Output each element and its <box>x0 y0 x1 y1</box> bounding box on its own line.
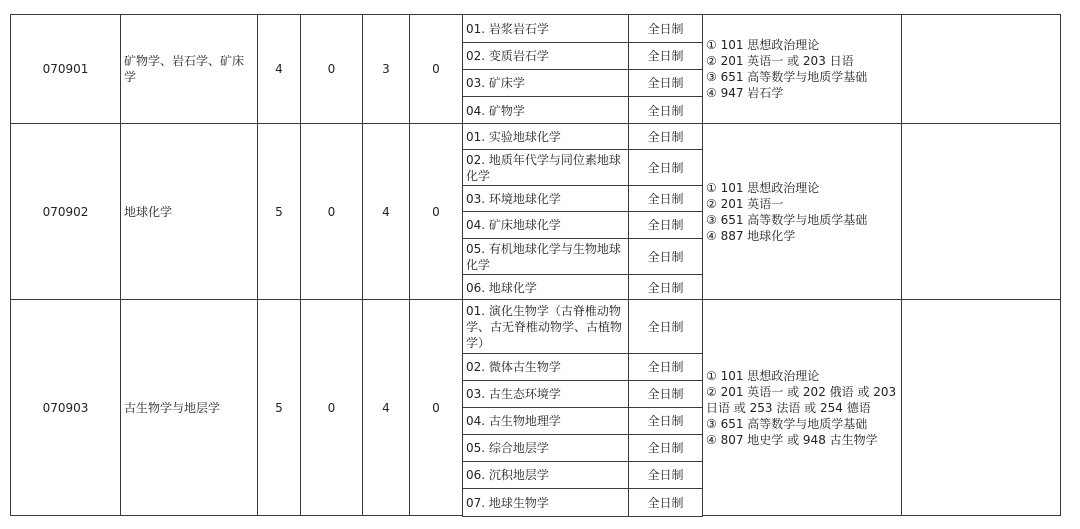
exam-subject-line: ③ 651 高等数学与地质学基础 <box>706 212 868 227</box>
count-2: 0 <box>300 299 363 516</box>
direction-name: 01. 演化生物学（古脊椎动物学、古无脊椎动物学、古植物学） <box>462 299 629 354</box>
exam-subject-line: ④ 887 地球化学 <box>706 228 796 243</box>
exam-subject-line: ② 201 英语一 <box>706 196 784 211</box>
exam-subject-line: ① 101 思想政治理论 <box>706 38 820 52</box>
study-mode: 全日制 <box>628 407 703 435</box>
exam-subject-line: ① 101 思想政治理论 <box>706 368 820 383</box>
study-mode: 全日制 <box>628 14 703 43</box>
count-1: 4 <box>257 14 301 124</box>
exam-subject-line: ① 101 思想政治理论 <box>706 180 820 195</box>
study-mode: 全日制 <box>628 211 703 239</box>
direction-name: 05. 综合地层学 <box>462 434 629 462</box>
direction-name: 05. 有机地球化学与生物地球化学 <box>462 238 629 275</box>
study-mode: 全日制 <box>628 96 703 125</box>
notes-cell <box>901 123 1061 300</box>
exam-subject-line: ③ 651 高等数学与地质学基础 <box>706 70 868 84</box>
direction-name: 06. 沉积地层学 <box>462 461 629 489</box>
study-mode: 全日制 <box>628 149 703 186</box>
study-mode: 全日制 <box>628 299 703 354</box>
count-1: 5 <box>257 299 301 516</box>
study-mode: 全日制 <box>628 434 703 462</box>
exam-subject-line: ② 201 英语一 或 202 俄语 或 203 日语 或 253 法语 或 254 德语 <box>706 384 897 415</box>
program-name: 地球化学 <box>120 123 258 300</box>
exam-subject-line: ④ 947 岩石学 <box>706 86 784 100</box>
program-code: 070903 <box>10 299 121 516</box>
direction-name: 01. 岩浆岩石学 <box>462 14 629 43</box>
exam-subject-line: ④ 807 地史学 或 948 古生物学 <box>706 432 878 447</box>
study-mode: 全日制 <box>628 380 703 408</box>
study-mode: 全日制 <box>628 185 703 212</box>
direction-name: 03. 古生态环境学 <box>462 380 629 408</box>
direction-name: 06. 地球化学 <box>462 274 629 302</box>
count-4: 0 <box>409 299 463 516</box>
count-1: 5 <box>257 123 301 300</box>
direction-name: 03. 环境地球化学 <box>462 185 629 212</box>
program-name: 矿物学、岩石学、矿床学 <box>120 14 258 124</box>
study-mode: 全日制 <box>628 461 703 489</box>
study-mode: 全日制 <box>628 274 703 302</box>
study-mode: 全日制 <box>628 69 703 97</box>
count-4: 0 <box>409 14 463 124</box>
count-4: 0 <box>409 123 463 300</box>
count-3: 3 <box>362 14 410 124</box>
program-code: 070901 <box>10 14 121 124</box>
direction-name: 04. 古生物地理学 <box>462 407 629 435</box>
exam-subject-line: ② 201 英语一 或 203 日语 <box>706 54 854 68</box>
count-3: 4 <box>362 123 410 300</box>
count-3: 4 <box>362 299 410 516</box>
notes-cell <box>901 14 1061 124</box>
exam-subjects <box>702 299 902 516</box>
study-mode: 全日制 <box>628 42 703 70</box>
count-2: 0 <box>300 14 363 124</box>
direction-name: 04. 矿物学 <box>462 96 629 125</box>
direction-name: 03. 矿床学 <box>462 69 629 97</box>
study-mode: 全日制 <box>628 238 703 275</box>
study-mode: 全日制 <box>628 123 703 150</box>
exam-subjects <box>702 123 902 300</box>
notes-cell <box>901 299 1061 516</box>
count-2: 0 <box>300 123 363 300</box>
exam-subjects <box>702 14 902 124</box>
program-name: 古生物学与地层学 <box>120 299 258 516</box>
direction-name: 01. 实验地球化学 <box>462 123 629 150</box>
exam-subject-line: ③ 651 高等数学与地质学基础 <box>706 416 868 431</box>
direction-name: 02. 地质年代学与同位素地球化学 <box>462 149 629 186</box>
direction-name: 04. 矿床地球化学 <box>462 211 629 239</box>
study-mode: 全日制 <box>628 353 703 381</box>
direction-name: 02. 微体古生物学 <box>462 353 629 381</box>
program-code: 070902 <box>10 123 121 300</box>
direction-name: 07. 地球生物学 <box>462 488 629 517</box>
direction-name: 02. 变质岩石学 <box>462 42 629 70</box>
study-mode: 全日制 <box>628 488 703 517</box>
